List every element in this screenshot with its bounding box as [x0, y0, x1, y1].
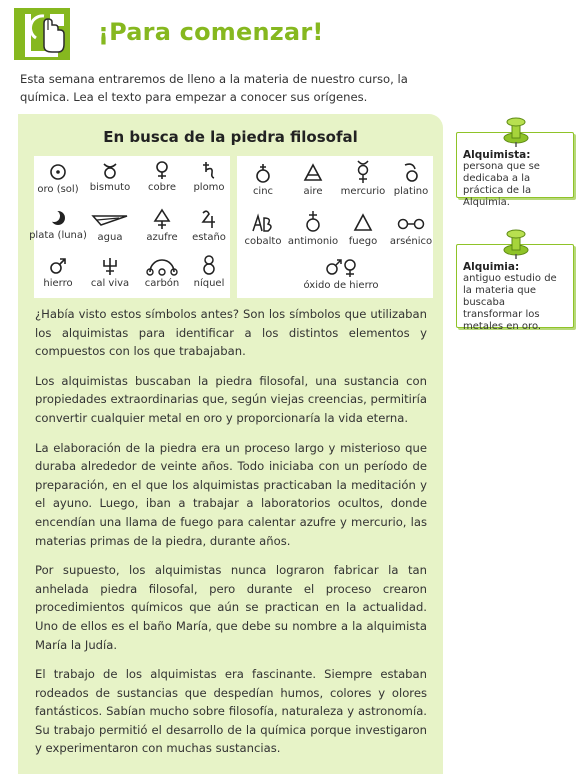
nickel-icon [199, 254, 219, 276]
cobalt-icon [250, 212, 276, 234]
carbon-icon [144, 256, 180, 276]
arsenic-icon [397, 214, 425, 234]
symbol-label: níquel [193, 278, 225, 289]
quicklime-icon [100, 256, 120, 276]
mercury-icon [353, 160, 373, 184]
jupiter-icon [199, 208, 219, 230]
symbol-estano [179, 208, 239, 254]
zinc-icon [253, 162, 273, 184]
venus-icon [152, 160, 172, 180]
glossary-term: Alquimia: [463, 261, 520, 273]
symbol-label: bismuto [89, 182, 131, 193]
symbol-arsenico [381, 214, 441, 260]
symbol-label: óxido de hierro [303, 280, 379, 291]
symbol-label: carbón [144, 278, 180, 289]
symbol-plata [28, 208, 88, 254]
pushpin-icon [496, 224, 536, 260]
glossary-term: Alquimista: [463, 149, 531, 161]
section-logo-icon [14, 8, 70, 60]
symbol-agua [80, 210, 140, 256]
reading-text [35, 305, 427, 769]
paragraph: Por supuesto, los alquimistas nunca lograron fabricar la tan anhelada piedra filosofal, pero durante el proceso crearon procedimientos químicos que aún se practican en la actualidad. Uno de ellos es el baño María, que debe su nombre a la alquimista María la Judía. [35, 563, 427, 652]
circle-dot-icon [48, 162, 68, 182]
symbols-box-left [29, 156, 230, 298]
platinum-icon [401, 162, 421, 184]
saturn-icon [199, 160, 219, 180]
symbol-bismuto [80, 160, 140, 206]
symbol-label: antimonio [287, 236, 339, 247]
symbol-label: cinc [252, 186, 274, 197]
symbol-plomo [179, 160, 239, 206]
bismuth-icon [100, 160, 120, 180]
symbol-label: cal viva [90, 278, 130, 289]
glossary-definition: antiguo estudio de la materia que buscaba transformar los metales en oro. [463, 273, 557, 332]
crescent-moon-icon [48, 208, 68, 228]
symbol-label: arsénico [389, 236, 433, 247]
iron-oxide-icon [323, 256, 359, 278]
symbol-label: aire [303, 186, 323, 197]
antimony-icon [303, 210, 323, 234]
paragraph: ¿Había visto estos símbolos antes? Son los símbolos que utilizaban los alquimistas para identificar a los distintos elementos y compuestos con los que trabajaban. [35, 307, 427, 359]
air-icon [303, 162, 323, 184]
glossary-definition: persona que se dedicaba a la práctica de la Alquimia. [463, 161, 540, 208]
symbol-oxido-de-hierro [301, 256, 381, 302]
symbol-label: fuego [348, 236, 378, 247]
symbol-label: cobalto [244, 236, 282, 247]
paragraph: El trabajo de los alquimistas era fascinante. Siempre estaban rodeados de sustancias que despedían humos, colores y olores fantásticos. Sabían mucho sobre filosofía, naturaleza y astronomía. Su trabajo permitió el desarrollo de la química porque investigaron y experimentaron con muchas sustancias. [35, 667, 427, 756]
symbols-box-right [237, 156, 433, 298]
symbol-platino [381, 162, 441, 208]
symbol-hierro [28, 256, 88, 302]
symbol-cal-viva [80, 256, 140, 302]
symbol-label: estaño [192, 232, 226, 243]
paragraph: Los alquimistas buscaban la piedra filosofal, una sustancia con propiedades extraordinarias que, según viejas creencias, permitiría convertir cualquier metal en oro y proporcionaría la vida eterna. [35, 373, 427, 425]
pushpin-icon [496, 112, 536, 148]
symbol-label: agua [97, 232, 123, 243]
symbol-label: cobre [147, 182, 176, 193]
symbol-label: mercurio [340, 186, 386, 197]
symbol-label: platino [393, 186, 429, 197]
paragraph: La elaboración de la piedra era un proceso largo y misterioso que duraba alrededor de veinte años. Todo iniciaba con un período de preparación, en el que los alquimistas practicaban la meditación y el ayuno. Luego, iban a trabajar a laboratorios ocultos, donde encendían una llama de fuego para calentar azufre y mercurio, las materias primas de la piedra, durante años. [35, 440, 427, 548]
symbol-oro [28, 162, 88, 208]
page-title: ¡Para comenzar! [98, 18, 324, 46]
panel-title: En busca de la piedra filosofal [103, 128, 358, 146]
symbol-label: plomo [193, 182, 225, 193]
symbol-label: oro (sol) [37, 184, 79, 195]
symbol-label: plata (luna) [29, 230, 87, 241]
mars-icon [48, 256, 68, 276]
symbol-label: azufre [146, 232, 178, 243]
water-icon [89, 210, 131, 230]
symbol-niquel [179, 254, 239, 300]
fire-icon [353, 212, 373, 234]
symbol-label: hierro [43, 278, 73, 289]
intro-text: Esta semana entraremos de lleno a la materia de nuestro curso, la química. Lea el texto para empezar a conocer sus orígenes. [20, 72, 408, 104]
sulfur-icon [152, 208, 172, 230]
